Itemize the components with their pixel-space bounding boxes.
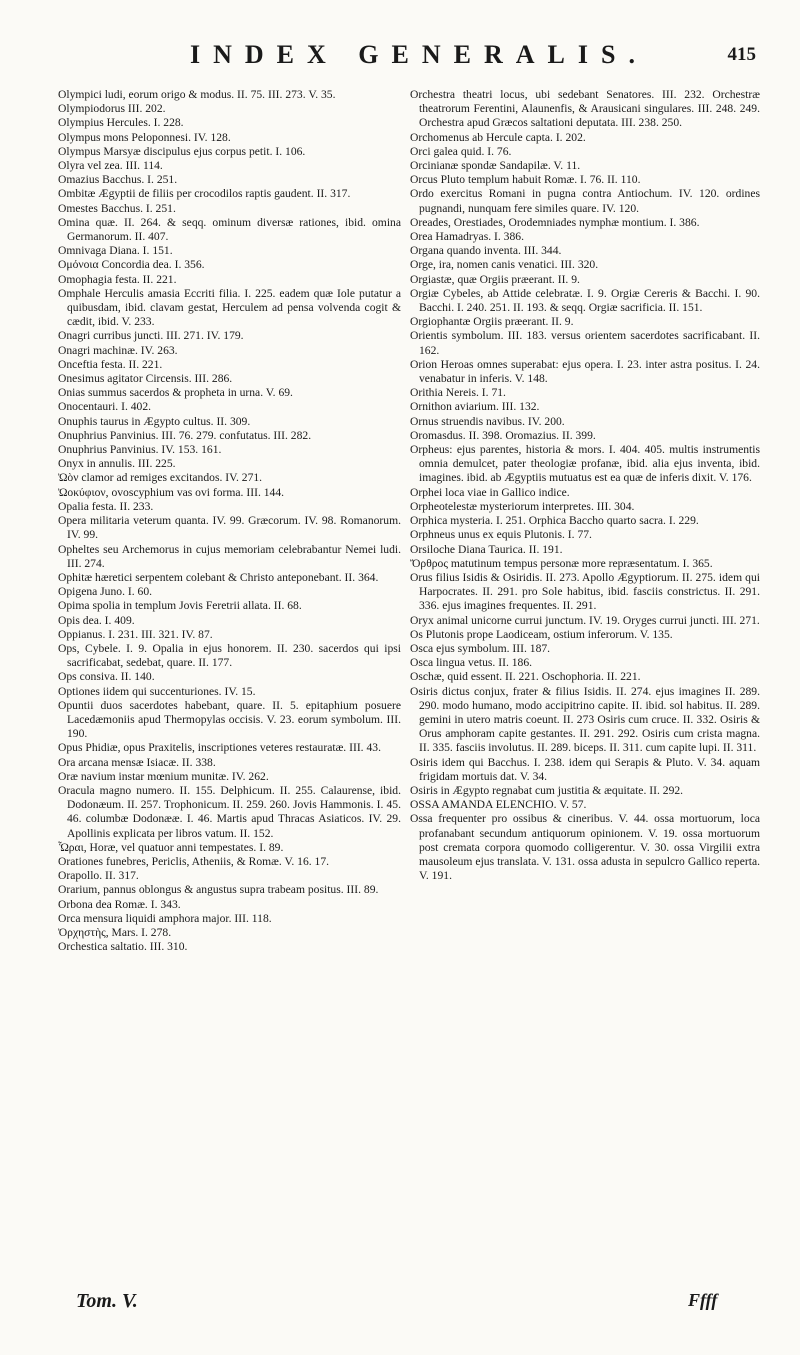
- index-entry: Onuphrius Panvinius. III. 76. 279. confutatus. III. 282.: [58, 428, 312, 442]
- index-entry: Oracula magno numero. II. 155. Delphicum. II. 255. Calaurense, ibid. Dodonæum. II. 257. Trophonicum. II. 259. 260. Jovis Hammonis. I. 45. 46. columbæ Dodonææ. I. 46. Martis apud Thracas Asiaticos. IV. 29. Apollinis explicata per libros vatum. II. 152.: [58, 783, 401, 840]
- index-entry: Orbona dea Romæ. I. 343.: [58, 897, 181, 911]
- index-entry: Osca lingua vetus. II. 186.: [410, 656, 533, 670]
- index-entry: Opima spolia in templum Jovis Feretrii allata. II. 68.: [58, 599, 302, 613]
- index-entry: Osiris in Ægypto regnabat cum justitia & æquitate. II. 292.: [410, 783, 684, 797]
- index-entry: Ops, Cybele. I. 9. Opalia in ejus honorem. II. 230. sacerdos qui ipsi sacrificabat, sedebat, quare. II. 177.: [58, 641, 401, 670]
- index-entry: Omazius Bacchus. I. 251.: [58, 173, 178, 187]
- index-entry: Olympus Marsyæ discipulus ejus corpus petit. I. 106.: [58, 144, 306, 158]
- signature-mark: Ffff: [688, 1290, 718, 1310]
- index-entry: Omnivaga Diana. I. 151.: [58, 244, 173, 258]
- index-entry: Ornus struendis navibus. IV. 200.: [410, 414, 565, 428]
- index-entry: Orca mensura liquidi amphora major. III. 118.: [58, 911, 272, 925]
- index-entry: Orchestra theatri locus, ubi sedebant Senatores. III. 232. Orchestræ theatrorum Ferentini, Alaunenfis, & Arausicani singulares. III. 248. 249. Orchestra apud Græcos saltationi deputata. III. 238. 250.: [410, 88, 760, 130]
- index-entry: Orea Hamadryas. I. 386.: [410, 230, 524, 244]
- index-entry: Oræ navium instar mœnium munitæ. IV. 262.: [58, 769, 269, 783]
- index-entry: Olympiodorus III. 202.: [58, 102, 166, 116]
- index-entry: Orphica mysteria. I. 251. Orphica Baccho quarto sacra. I. 229.: [410, 514, 699, 528]
- index-entry: Ὀρχηστὴς, Mars. I. 278.: [58, 925, 172, 939]
- index-entry: Ops consiva. II. 140.: [58, 670, 155, 684]
- index-entry: Orientis symbolum. III. 183. versus orientem sacerdotes sacrificabant. II. 162.: [410, 329, 760, 357]
- index-entry: Opus Phidiæ, opus Praxitelis, inscriptiones veteres restauratæ. III. 43.: [58, 741, 381, 755]
- index-entry: Omina quæ. II. 264. & seqq. ominum diversæ rationes, ibid. omina Germanorum. II. 407.: [58, 215, 401, 244]
- index-entry: Opuntii duos sacerdotes habebant, quare. II. 5. epitaphium posuere Lacedæmoniis apud Thermopylas occisis. V. 23. eorum symbolum. III. 190.: [58, 698, 401, 741]
- index-entry: Oschæ, quid essent. II. 221. Oschophoria. II. 221.: [410, 670, 641, 684]
- index-entry: Ὠοκύφιον, ovoscyphium vas ovi forma. III. 144.: [58, 485, 285, 499]
- index-entry: Osiris idem qui Bacchus. I. 238. idem qui Serapis & Pluto. V. 34. aquam frigidam mortuis dat. V. 34.: [410, 755, 760, 783]
- index-entry: Orcus Pluto templum habuit Romæ. I. 76. II. 110.: [410, 173, 641, 187]
- index-entry: Orgiæ Cybeles, ab Attide celebratæ. I. 9. Orgiæ Cereris & Bacchi. I. 90. Bacchi. I. 240. 251. II. 193. & seqq. Orgiæ sacrificia. II. 151.: [410, 286, 760, 315]
- index-entry: Ophitæ hæretici serpentem colebant & Christo anteponebant. II. 364.: [58, 570, 379, 584]
- index-entry: Olympius Hercules. I. 228.: [58, 116, 184, 130]
- index-entry: Optiones iidem qui succenturiones. IV. 15.: [58, 684, 256, 698]
- index-entry: Orus filius Isidis & Osiridis. II. 273. Apollo Ægyptiorum. II. 275. idem qui Harpocrates. II. 291. pro Sole habitus, ibid. fasciis constrictus. II. 291. 336. ejus imagines frequentes. II. 291.: [410, 570, 760, 613]
- index-entry: Organa quando inventa. III. 344.: [410, 244, 562, 258]
- index-entry: Orapollo. II. 317.: [58, 869, 139, 883]
- index-entry: Olympus mons Peloponnesi. IV. 128.: [58, 130, 231, 144]
- index-entry: Ora arcana mensæ Isiacæ. II. 338.: [58, 755, 216, 769]
- index-entry: Oreades, Orestiades, Orodemniades nymphæ montium. I. 386.: [410, 215, 700, 229]
- index-entry: Orpheus: ejus parentes, historia & mors. I. 404. 405. multis instrumentis omnia demulcet, pater theologiæ profanæ, ibid. alia ejus inventa, ibid. imagines. ibid. ab Ægyptiis mutuatus est ea quæ de inferis dixit. V. 176.: [410, 443, 760, 485]
- index-entry: Onesimus agitator Circensis. III. 286.: [58, 372, 233, 386]
- index-entry: Orge, ira, nomen canis venatici. III. 320.: [410, 258, 599, 272]
- index-entry: Omphale Herculis amasia Eccriti filia. I. 225. eadem quæ Iole putatur a quibusdam, ibid. clavam gestat, Herculem ad pensa volvenda cogit & cædit, ibid. V. 233.: [58, 286, 401, 329]
- index-entry: Olympici ludi, eorum origo & modus. II. 75. III. 273. V. 35.: [58, 88, 336, 101]
- right-column: [410, 88, 760, 1328]
- index-entry: Opigena Juno. I. 60.: [58, 585, 153, 599]
- index-entry: Ombitæ Ægyptii de filiis per crocodilos raptis gaudent. II. 317.: [58, 187, 351, 201]
- index-entry: Onyx in annulis. III. 225.: [58, 457, 176, 471]
- index-entry: Ὧραι, Horæ, vel quatuor anni tempestates. I. 89.: [58, 840, 284, 854]
- index-entry: Osca ejus symbolum. III. 187.: [410, 641, 551, 655]
- index-entry: Orchomenus ab Hercule capta. I. 202.: [410, 130, 586, 144]
- index-entry: Ornithon aviarium. III. 132.: [410, 400, 540, 414]
- index-entry: Orsiloche Diana Taurica. II. 191.: [410, 542, 563, 556]
- index-entry: Onuphis taurus in Ægypto cultus. II. 309.: [58, 414, 251, 428]
- index-entry: Orcinianæ spondæ Sandapilæ. V. 11.: [410, 159, 581, 173]
- index-entry: Orithia Nereis. I. 71.: [410, 386, 506, 400]
- index-entry: Orgiophantæ Orgiis præerant. II. 9.: [410, 315, 574, 329]
- left-column: [58, 88, 401, 1328]
- index-entry: Opalia festa. II. 233.: [58, 499, 154, 513]
- page-number: 415: [727, 44, 756, 65]
- index-entry: Orion Heroas omnes superabat: ejus opera. I. 23. inter astra positus. I. 24. venabatur in inferis. V. 148.: [410, 357, 760, 386]
- index-entry: Os Plutonis prope Laodiceam, ostium inferorum. V. 135.: [410, 627, 673, 641]
- index-entry: Ὄρθρος matutinum tempus personæ more repræsentatum. I. 365.: [410, 556, 713, 570]
- index-entry: Onagri machinæ. IV. 263.: [58, 343, 178, 357]
- volume-label: Tom. V.: [76, 1290, 138, 1312]
- index-entry: Onceftia festa. II. 221.: [58, 357, 163, 371]
- index-entry: Ossa frequenter pro ossibus & cineribus. V. 44. ossa mortuorum, loca profanabant secundum antiquorum opinionem. V. 19. ossa mortuorum post cremata corpora quomodo colligerentur. V. 30. ossa Virgilii extra mausoleum ejus translata. V. 131. ossa adusta in sepulcro Gallico reperta. V. 191.: [410, 812, 760, 883]
- index-entry: Orci galea quid. I. 76.: [410, 144, 512, 158]
- index-entry: Onias summus sacerdos & propheta in urna. V. 69.: [58, 386, 293, 400]
- index-entry: Ὠὸν clamor ad remiges excitandos. IV. 271.: [58, 471, 263, 485]
- index-entry: Osiris dictus conjux, frater & filius Isidis. II. 274. ejus imagines II. 289. 290. modo humano, modo accipitrino capite. II. ibid. sol habitus. II. 289. gemini in utero matris coeunt. II. 273 Osiris cum cruce. II. 332. Osiris & Orus amphoram capite gestantes. II. 291. 292. Osiris cum crista magna. II. 335. fasciis involutus. II. 289. biceps. II. 311. cum capite lupi. II. 311.: [410, 684, 760, 755]
- index-entry: Onagri curribus juncti. III. 271. IV. 179.: [58, 329, 244, 343]
- page-header: [60, 40, 760, 84]
- index-entry: Orpheotelestæ mysteriorum interpretes. III. 304.: [410, 499, 635, 513]
- index-entry: OSSA AMANDA ELENCHIO. V. 57.: [410, 798, 587, 812]
- index-entry: Ordo exercitus Romani in pugna contra Antiochum. IV. 120. ordines pugnandi, nunquam fere similes quare. IV. 120.: [410, 187, 760, 215]
- index-entry: Orationes funebres, Periclis, Atheniis, & Romæ. V. 16. 17.: [58, 854, 330, 868]
- index-entry: Opis dea. I. 409.: [58, 613, 135, 627]
- index-entry: Onocentauri. I. 402.: [58, 400, 152, 414]
- index-entry: Opheltes seu Archemorus in cujus memoriam celebrabantur Nemei ludi. III. 274.: [58, 542, 401, 570]
- index-entry: Orgiastæ, quæ Orgiis præerant. II. 9.: [410, 272, 580, 286]
- index-entry: Opera militaria veterum quanta. IV. 99. Græcorum. IV. 98. Romanorum. IV. 99.: [58, 514, 401, 542]
- index-entry: Oryx animal unicorne currui junctum. IV. 19. Oryges currui juncti. III. 271.: [410, 613, 760, 627]
- index-entry: Ομόνοια Concordia dea. I. 356.: [58, 258, 205, 272]
- index-entry: Orarium, pannus oblongus & angustus supra trabeam positus. III. 89.: [58, 883, 379, 897]
- index-entry: Orphneus unus ex equis Plutonis. I. 77.: [410, 528, 592, 542]
- running-title: INDEX GENERALIS.: [190, 40, 648, 69]
- index-entry: Oppianus. I. 231. III. 321. IV. 87.: [58, 627, 213, 641]
- index-entry: Olyra vel zea. III. 114.: [58, 159, 163, 173]
- index-entry: Orchestica saltatio. III. 310.: [58, 940, 188, 954]
- index-entry: Omophagia festa. II. 221.: [58, 272, 177, 286]
- index-entry: Orphei loca viae in Gallico indice.: [410, 485, 570, 499]
- index-entry: Omestes Bacchus. I. 251.: [58, 201, 176, 215]
- index-entry: Oromasdus. II. 398. Oromazius. II. 399.: [410, 428, 596, 442]
- index-entry: Onuphrius Panvinius. IV. 153. 161.: [58, 443, 222, 457]
